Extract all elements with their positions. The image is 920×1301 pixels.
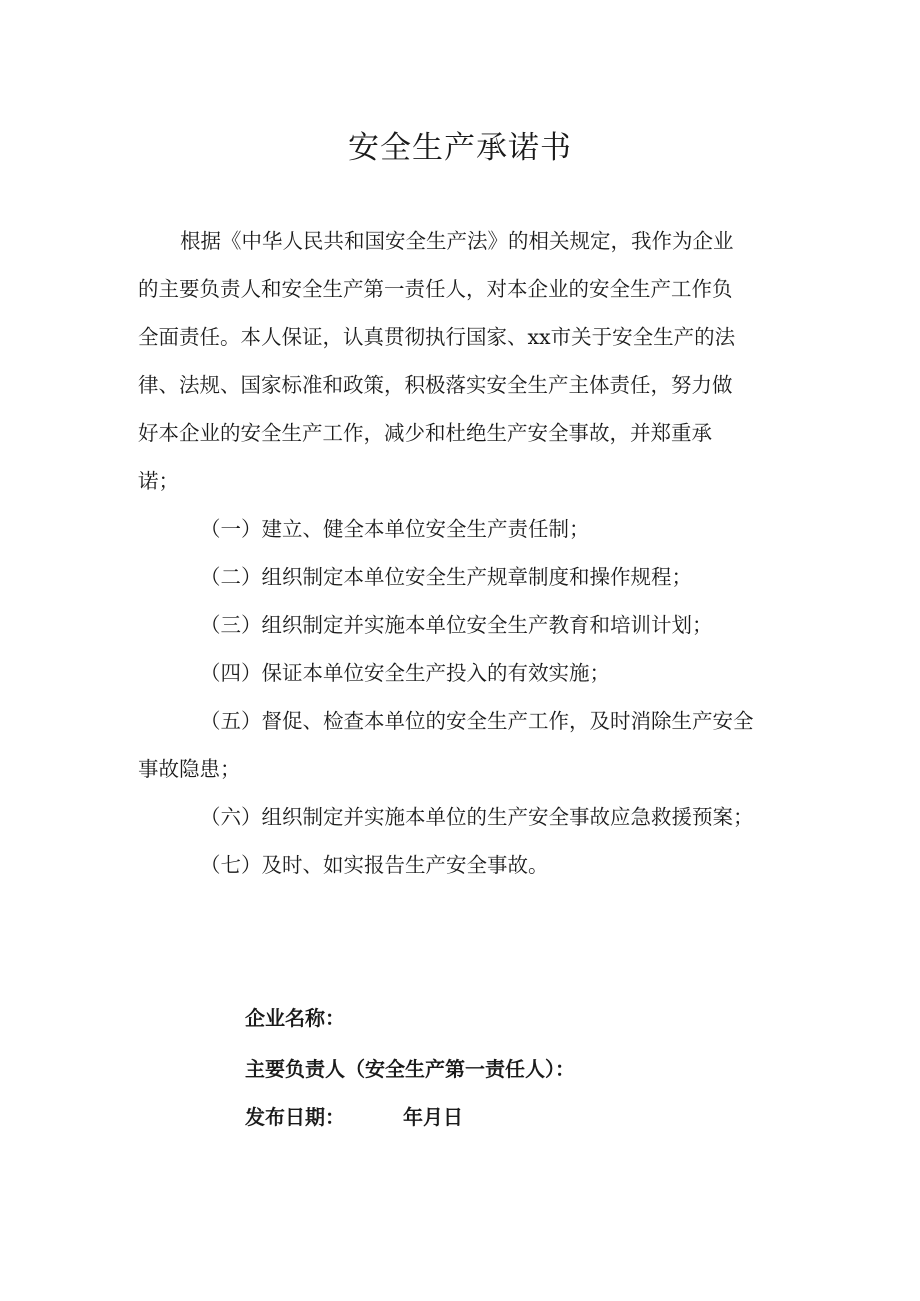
- release-date-label: 发布日期：: [245, 1105, 345, 1129]
- intro-line: 律、法规、国家标准和政策，积极落实安全生产主体责任，努力做: [138, 373, 733, 397]
- commitment-item: （一）建立、健全本单位安全生产责任制；: [200, 517, 590, 541]
- intro-line: 的主要负责人和安全生产第一责任人，对本企业的安全生产工作负: [138, 277, 733, 301]
- responsible-person-label: 主要负责人（安全生产第一责任人）：: [245, 1057, 575, 1081]
- release-date-row: [245, 1103, 463, 1131]
- intro-line: 好本企业的安全生产工作，减少和杜绝生产安全事故，并郑重承: [138, 421, 712, 445]
- intro-line: 根据《中华人民共和国安全生产法》的相关规定，我作为企业: [180, 229, 734, 253]
- document-title: 安全生产承诺书: [348, 130, 572, 166]
- commitment-item-continuation: 事故隐患；: [138, 757, 241, 781]
- commitment-item: （二）组织制定本单位安全生产规章制度和操作规程；: [200, 565, 692, 589]
- intro-line: 诺；: [138, 469, 179, 493]
- release-date-value: 年月日: [403, 1105, 463, 1129]
- intro-line: 全面责任。本人保证，认真贯彻执行国家、xx市关于安全生产的法: [138, 325, 736, 349]
- commitment-item: （六）组织制定并实施本单位的生产安全事故应急救援预案；: [200, 805, 754, 829]
- commitment-item: （四）保证本单位安全生产投入的有效实施；: [200, 661, 610, 685]
- commitment-item: （三）组织制定并实施本单位安全生产教育和培训计划；: [200, 613, 713, 637]
- company-name-label: 企业名称：: [245, 1006, 345, 1030]
- commitment-item: （五）督促、检查本单位的安全生产工作，及时消除生产安全: [200, 709, 754, 733]
- commitment-item: （七）及时、如实报告生产安全事故。: [200, 853, 549, 877]
